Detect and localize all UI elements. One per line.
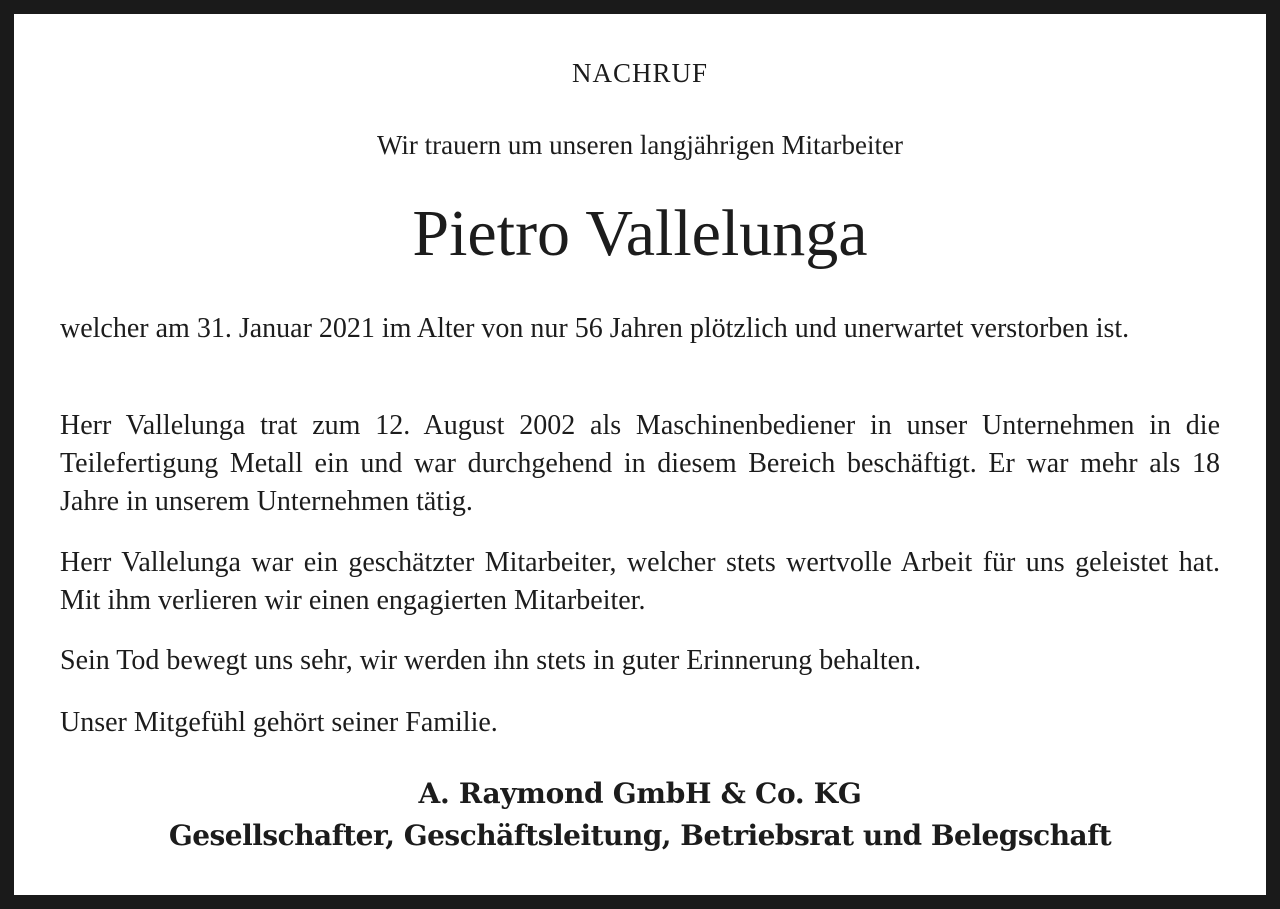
paragraph-appreciation: Herr Vallelunga war ein geschätzter Mitarbeiter, welcher stets wertvolle Arbeit für uns geleistet hat. Mit ihm verlieren wir einen engagierten Mitarbeiter. — [60, 547, 1220, 616]
deceased-name: Pietro Vallelunga — [412, 197, 868, 270]
paragraph-memory: Sein Tod bewegt uns sehr, wir werden ihn stets in guter Erinnerung behalten. — [60, 645, 922, 676]
paragraph-death-date: welcher am 31. Januar 2021 im Alter von nur 56 Jahren plötzlich und unerwartet verstorben ist. — [60, 313, 1130, 344]
paragraph-condolence: Unser Mitgefühl gehört seiner Familie. — [60, 707, 498, 738]
obituary-notice — [14, 14, 1266, 895]
intro-line: Wir trauern um unseren langjährigen Mitarbeiter — [377, 130, 903, 160]
notice-heading: NACHRUF — [571, 58, 709, 88]
company-name: A. Raymond GmbH & Co. KG — [418, 777, 862, 810]
signers-line: Gesellschafter, Geschäftsleitung, Betriebsrat und Belegschaft — [168, 819, 1112, 852]
paragraph-employment: Herr Vallelunga trat zum 12. August 2002 als Maschinenbediener in unser Unternehmen in die Teilefertigung Metall ein und war durchgehend in diesem Bereich beschäftigt. Er war mehr als 18 Jahre in unserem Unternehmen tätig. — [60, 410, 1220, 517]
